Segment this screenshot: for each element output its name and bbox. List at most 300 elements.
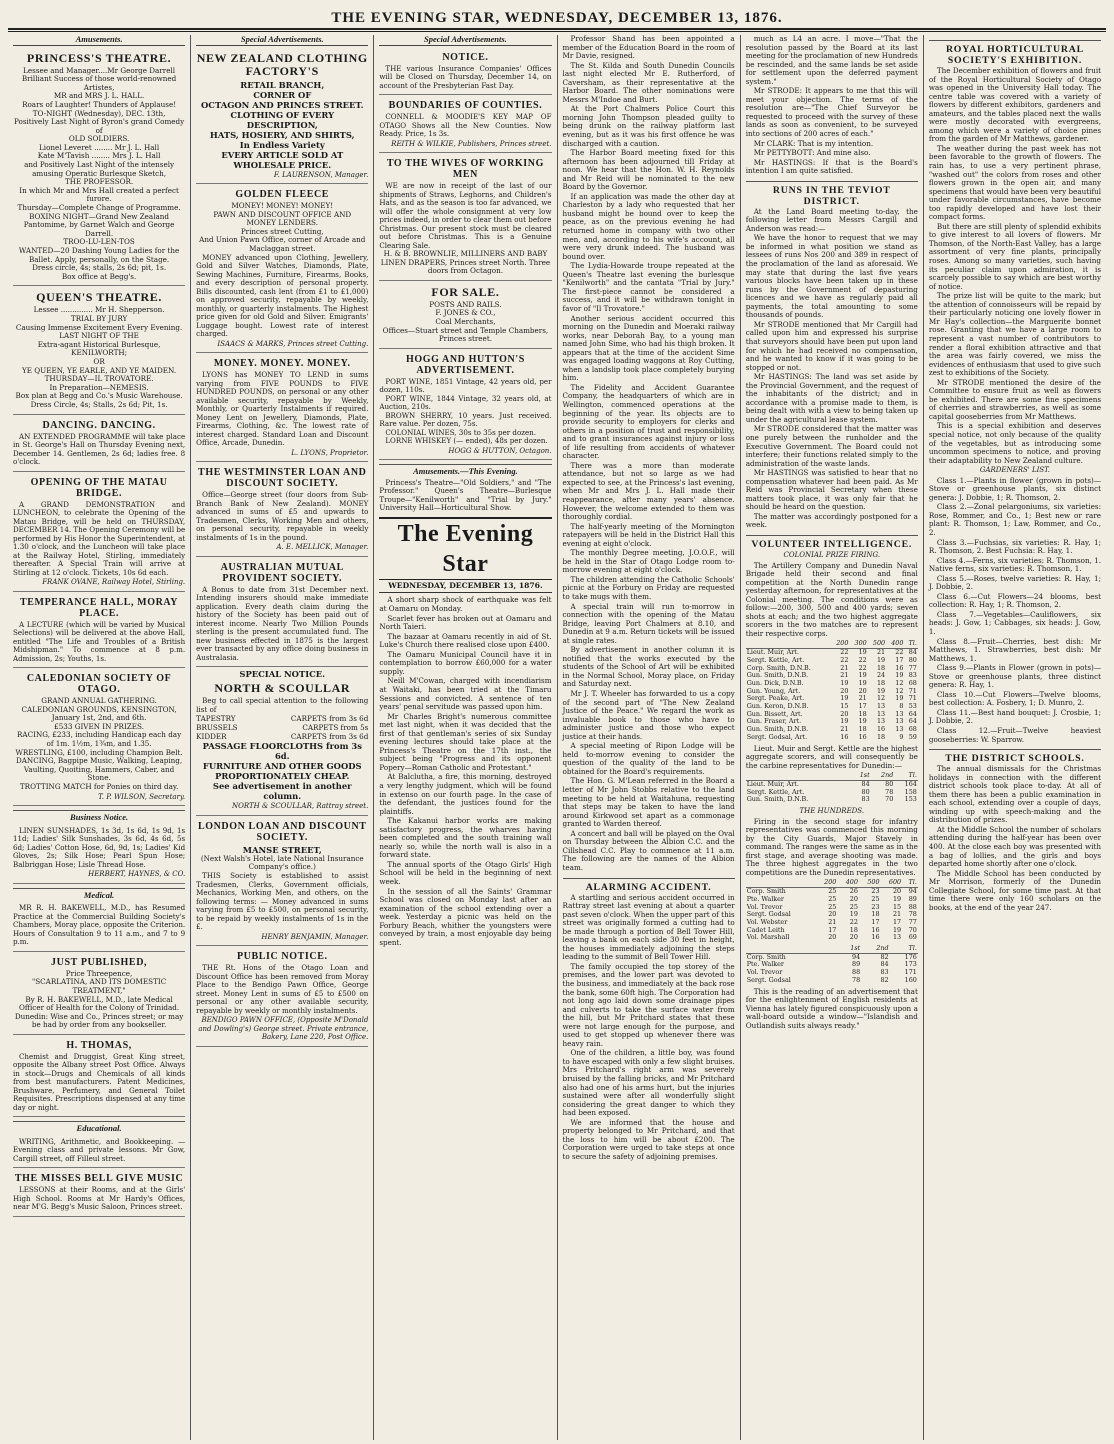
news-paragraph: Neill M'Cowan, charged with incendiarism at Waitaki, has been tried at the Timaru Sessions and convicted. A sentence of ten years' penal servitude was passed upon him. (379, 676, 552, 712)
prize-list-title: GARDENERS' LIST. (979, 466, 1051, 475)
score-cell: 173 (904, 960, 917, 969)
news-paragraph: The St. Kilda and South Dunedin Councils last night elected Mr E. Rutherford, of Caversham, as their representative at the Harbor Board. The other nominations were Messrs M'Indoe and Burt. (562, 60, 735, 104)
score-cell: 13 (892, 933, 902, 942)
theatre-line: YE QUEEN, YE EARLE, AND YE MAIDEN. (22, 365, 177, 375)
princess-theatre-ad (13, 49, 185, 287)
for-sale-line: Offices—Stuart street and Temple Chambers, Princes street. (382, 325, 549, 344)
hogg-hutton-title: HOGG AND HUTTON'S ADVERTISEMENT. (405, 353, 525, 376)
just-published-ad (13, 954, 185, 1035)
special-ads-header-3: Special Advertisements. (379, 35, 551, 46)
princess-theatre-lines (13, 75, 185, 281)
golden-fleece-line: PAWN AND DISCOUNT OFFICE AND (213, 209, 352, 219)
news-paragraph: By advertisement in another column it is notified that the works executed by the students of the School of Art will be exhibited in the Normal School, Moray place, on Friday and Saturday next. (562, 645, 735, 689)
clothing-line: WHOLESALE PRICE. (233, 159, 332, 170)
misses-bell-body: LESSONS at their Rooms, and at the Girls' High School. Rooms at Mr Hardy's Offices, near M'G. Begg's Music Saloon, Princes street. (13, 1185, 186, 1212)
lyons-money-ad (196, 355, 368, 462)
just-published-lines (13, 970, 185, 1030)
score-cell: 16 (876, 725, 886, 734)
column-header: Tl. (902, 879, 918, 887)
temperance-ad (13, 594, 185, 669)
theatre-line: Box office at Begg's. (61, 271, 137, 281)
westminster-ad (196, 464, 368, 557)
score-cell: 83 (880, 968, 889, 977)
prize-entry: Class 3.—Fuchsias, six varieties: R. Hay, 1; R. Thomson, 2. Best Fuchsia: R. Hay, 1. (928, 537, 1102, 556)
temperance-body: A LECTURE (which will be varied by Musical Selections) will be delivered at the above Hall, entitled "The Life and Troubles of a British Midshipman." To commence at 8 p.m. Admission, 2s; Youths, 1s. (13, 619, 186, 663)
matau-bridge-ad (13, 474, 185, 592)
thomas-chemist-title: H. THOMAS, (66, 1039, 132, 1051)
score-cell: 20 (892, 887, 902, 896)
carpet-listing (196, 714, 368, 741)
score-cell: 15 (840, 702, 849, 711)
caledonian-ad (13, 670, 185, 806)
hogg-hutton-sign: HOGG & HUTTON, Octagon. (448, 446, 552, 455)
competitor-name: Gun. Smith, D.N.B. (746, 671, 809, 680)
theatre-line: Dress circle, 4s; stalls, 2s 6d; pit, 1s. (32, 263, 167, 273)
score-cell: 80 (908, 655, 917, 664)
matau-bridge-body: A GRAND DEMONSTRATION and LUNCHEON, to celebrate the Opening of the Matau Bridge, will be held on THURSDAY, DECEMBER 14. The Opening Ceremony will be performed by His Honor the Superintendent, at 1.30 o'clock, and the Luncheon will take place at the Railway Hotel, Stirling, immediately thereafter. A Special Train will arrive at Stirling at 12 o'clock. Tickets, 10s 6d each. (13, 499, 186, 577)
score-cell: 70 (908, 925, 917, 934)
theatre-line: MR and MRS J. L. HALL. (53, 91, 145, 101)
score-cell: 83 (908, 671, 917, 680)
score-cell: 82 (880, 975, 889, 984)
score-cell: 84 (908, 648, 917, 657)
score-cell: 82 (880, 952, 889, 961)
wine-item: COLONIAL WINES, 30s to 35s per dozen. (385, 427, 536, 437)
score-cell: 18 (876, 678, 886, 687)
column-header: 500 (868, 640, 886, 648)
masthead-rule (8, 28, 1106, 32)
column-header: 2nd (861, 945, 889, 953)
prize-list (929, 477, 1101, 744)
score-cell: 19 (858, 717, 867, 726)
competitor-name: Pte. Walker (746, 960, 784, 969)
lyons-money-sign: L. LYONS, Proprietor. (291, 448, 369, 457)
score-cell: 78 (885, 787, 894, 796)
score-cell: 19 (858, 671, 867, 680)
score-cell: 17 (871, 917, 880, 926)
linen-sign: HERBERT, HAYNES, & CO. (88, 870, 186, 879)
column-header: 200 (816, 879, 838, 887)
news-items (379, 596, 551, 947)
score-cell: 164 (904, 779, 917, 788)
temperance-title: TEMPERANCE HALL, MORAY PLACE. (20, 596, 179, 619)
discussion-paragraph: Mr HASTINGS: If that is the Board's intention I am quite satisfied. (745, 157, 918, 176)
score-cell: 68 (908, 678, 917, 687)
nz-clothing-title: NEW ZEALAND CLOTHING FACTORY'S (196, 50, 368, 78)
score-cell: 80 (861, 787, 870, 796)
score-cell: 9 (899, 732, 904, 741)
score-cell: 21 (876, 648, 886, 657)
score-cell: 21 (840, 663, 849, 672)
column-5 (741, 35, 924, 1440)
news-paragraph: At the Port Chalmers Police Court this morning John Thompson pleaded guilty to being drunk on the railway platform last evening, but as it was his first offence he was discharged with a caution. (562, 104, 735, 148)
caledonian-line: CALEDONIAN GROUNDS, KENSINGTON, (21, 704, 177, 714)
for-sale-ad (379, 283, 551, 349)
theatre-line: Box plan at Begg and Co.'s Music Warehouse. (15, 391, 183, 401)
closing-paragraph: This is the reading of an advertisement that for the enlightenment of English residents at Vienna has lately figured conspicuously upon a wall-board outside a window—"Islandish and Outlandish suits always ready." (745, 986, 918, 1030)
linen-body: LINEN SUNSHADES, 1s 3d, 1s 6d, 1s 9d, 1s 11d; Ladies' Silk Sunshades, 3s 6d, 4s 6d, 5s 6d; Ladies' Cotton Hose, 6d, 9d, 1s; Ladies' Kid Gloves, 2s; Silk Hose; Pearl Spun Hose; Balbriggan Hose; Lisle Thread Hose. (13, 825, 186, 869)
competitor-name: Gun. Bissett, Art. (746, 709, 803, 718)
theatre-line: WANTED—20 Dashing Young Ladies for the Ballet. Apply, personally, on the Stage. (18, 246, 180, 264)
golden-fleece-title: GOLDEN FLEECE (235, 189, 330, 201)
horticultural-paragraph: The prize list will be quite to the mark; but the attention of connoisseurs will be repaid by their particularly noticing one lovely flower in Mr Hay's collection—the Marguerite bonnet rose. Granting that we have a large room to represent a vast number of contributors to render a floral exhibition attractive and that the area was fairly covered, we miss the evidences of enthusiasm that used to give such zest to exhibitions of the Society. (928, 291, 1102, 378)
princess-theatre-title: PRINCESS'S THEATRE. (26, 50, 172, 65)
score-cell: 13 (895, 709, 904, 718)
educational-label: Educational. (13, 1121, 185, 1133)
column-header: 600 (881, 879, 903, 887)
competitor-name: Sergt. Kettle, Art. (746, 787, 805, 796)
volunteer-title: VOLUNTEER INTELLIGENCE. (746, 535, 918, 550)
caledonian-line: £533 GIVEN IN PRIZES. (54, 721, 145, 731)
competitor-name: Vol. Marshall (746, 933, 790, 942)
north-scoullar-body: Beg to call special attention to the following list of (196, 696, 369, 714)
table-row (746, 734, 918, 742)
news-paragraph: The children attending the Catholic Schools' picnic at the Forbury on Friday are requested to take mugs with them. (562, 574, 735, 601)
theatre-line: OR (93, 356, 105, 366)
score-cell: 18 (849, 925, 858, 934)
news-paragraph: The Fidelity and Accident Guarantee Company, the headquarters of which are in Wellington, commenced operations at the beginning of the year. Its objects are to provide security to employers for clerks and others in a position of trust and responsibility, and to grant insurances against injury or loss of life resulting from accidents of whatever character. (562, 382, 735, 461)
score-cell: 64 (908, 709, 917, 718)
horticultural-paragraph: But there are still plenty of splendid exhibits to give interest to all lovers of flowers. Mr Thomson, of the North-East Valley, has a large assortment of very fine plants, principally roses. Among so many varieties, such having its peculiar claim upon admiration, it is scarcely possible to say which are best worthy of notice. (928, 221, 1102, 291)
london-loan-ad (196, 818, 368, 946)
competitor-name: Sergt. Kettle, Art. (746, 655, 805, 664)
news-paragraph: The monthly Degree meeting, J.O.O.F., will be held in the Star of Otago Lodge room to-morrow evening at eight o'clock. (562, 548, 735, 575)
score-cell: 17 (828, 925, 837, 934)
london-loan-sub: MANSE STREET, (242, 844, 322, 855)
score-cell: 70 (885, 795, 894, 804)
competitor-name: Sergt. Godsal (746, 975, 791, 984)
teviot-paragraph: Mr HASTINGS: The land was set aside by the Provincial Government, and the request of the inhabitants of the district; and in accordance with a promise made to them, is being dealt with with a view to being taken up under the agricultural lease system. (745, 372, 918, 424)
public-notice-ad (196, 948, 368, 1047)
news-paragraph: The Kakanui harbor works are making satisfactory progress, the wharves having been completed and the south training wall nearly so, while the north wall is also in a forward state. (379, 816, 552, 860)
theatre-line: Causing Immense Excitement Every Evening. (15, 322, 183, 332)
score-cell: 12 (895, 686, 904, 695)
column-1 (8, 35, 191, 1440)
news-paragraph: A special train will run to-morrow in connection with the opening of the Matau Bridge, leaving Port Chalmers at 8.10, and Dunedin at 9 a.m. Return tickets will be issued at single rates. (562, 601, 735, 645)
prize-entry: Class 1.—Plants in flower (grown in pots)—Stove or greenhouse plants, six distinct genera: J. Dobbie, 1; R. Thomson, 2. (928, 475, 1102, 502)
carpet-row (196, 723, 368, 732)
hundreds-title: THE HUNDREDS. (799, 807, 865, 816)
score-cell: 13 (876, 709, 886, 718)
score-cell: 26 (849, 887, 858, 896)
prize-entry: Class 6.—Cut Flowers—24 blooms, best collection: R. Hay, 1; R. Thomson, 2. (928, 591, 1102, 610)
score-cell: 19 (895, 694, 904, 703)
caledonian-title: CALEDONIAN SOCIETY OF OTAGO. (26, 673, 172, 696)
score-cell: 25 (828, 902, 837, 911)
news-paragraph: Mr J. T. Wheeler has forwarded to us a copy of the second part of "The New Zealand Justice of the Peace." We regard the work as invaluable book to those who have to administer justice and those who expect justice at their hands. (562, 689, 735, 741)
horticultural-paragraph: This is a special exhibition and deserves special notice, not only because of the quality of the vegetables, but as introducing some uncommon specimens to notice, and proving their adaptability to New Zealand culture. (928, 421, 1102, 465)
listing-item-name: BRUSSELS (196, 723, 238, 733)
horticultural-body (929, 67, 1101, 465)
carbine-aggregate-table (746, 772, 918, 804)
discussion-paragraph: much as L4 an acre. I move—"That the resolution passed by the Board at its last meeting for the proclamation of new Hundreds be rescinded, and the same lands be set aside for settlement upon the deferred payment system." (745, 35, 918, 86)
score-cell: 25 (849, 902, 858, 911)
land-board-discussion (746, 35, 918, 176)
london-loan-lines (196, 855, 368, 872)
news-paragraph: If an application was made the other day at Charleston by a lady who requested that her husband might be bound over to keep the peace, as on the previous evening he had returned home in company with two other men, and, according to his wife's account, all were very drunk indeed. The husband was bound over. (562, 191, 735, 261)
score-cell: 18 (871, 910, 880, 919)
column-header: Tl. (890, 945, 918, 953)
competitor-name: Vol. Trevor (746, 902, 783, 911)
theatre-line: Extra-agant Historical Burlesque, (37, 339, 161, 349)
schools-paragraph: The annual dismissals for the Christmas holidays in connection with the different district schools took place to-day. At all of them there has been a public examination in each school, extending over a couple of days, winding up with speech-making and the distribution of prizes. (928, 764, 1102, 825)
carpet-row (196, 714, 368, 723)
column-header: 400 (886, 640, 904, 648)
column-3 (374, 35, 557, 1440)
wine-item: PORT WINE, 1844 Vintage, 32 years old, at Auction, 210s. (379, 393, 552, 412)
writing-ad (13, 1136, 185, 1169)
score-cell: 21 (828, 917, 837, 926)
discussion-paragraph: Mr PETTYBOTT: And mine also. (753, 148, 871, 158)
theatre-line: THE PROFESSOR. (64, 177, 134, 187)
score-cell: 16 (858, 732, 867, 741)
competitor-name: Gun. Fraser, Art. (746, 717, 802, 726)
public-notice-title: PUBLIC NOTICE. (236, 951, 328, 963)
boundaries-ad (379, 97, 551, 153)
column-header: Tl. (904, 640, 917, 648)
news-paragraph: In the session of all the Saints' Grammar School was closed on Monday last after an examination of the school extending over a week. Yesterday a picnic was held on the Forbury Beach, whither the youngsters were conveyed by train, a most enjoyable day being spent. (379, 886, 552, 947)
competitor-name: Corp. Smith, D.N.B. (746, 663, 811, 672)
score-cell: 19 (840, 694, 849, 703)
column-header: 500 (859, 879, 881, 887)
horticultural-paragraph: The December exhibition of flowers and fruit of the Royal Horticultural Society of Otago was opened in the University Hall today. The centre table was covered with a variety of flowers by different exhibitors, gardeners and amateurs, and the tables placed next the walls were mostly decorated with evergreens, among which were a variety of choice pines from the garden of Mr Matthews, gardener. (928, 66, 1102, 144)
score-cell: 71 (908, 694, 917, 703)
accident-paragraph: We are informed that the house and property belonged to Mr Pritchard, and that the loss to him will be about £200. The Corporation were urged to take steps at once to secure the safety of adjoining premises. (562, 1117, 735, 1161)
competitor-name: Gun. Smith, D.N.B. (746, 795, 809, 804)
amp-society-ad (196, 559, 368, 668)
nz-clothing-sign: F. LAURENSON, Manager. (273, 170, 369, 179)
score-cell: 84 (880, 960, 889, 969)
score-cell: 88 (908, 902, 917, 911)
teviot-paragraph: Mr STRODE mentioned that Mr Cargill had called upon him and expressed his surprise that surveyors should have been put upon land for which he had received no compensation, and he wanted to know if it was going to be stopped or not. (745, 319, 918, 372)
score-cell: 84 (861, 779, 870, 788)
theatre-line: Kate M'Tavish ........ Mrs J. L. Hall (37, 151, 161, 161)
lyons-money-title: MONEY. MONEY. MONEY. (213, 358, 351, 370)
score-cell: 12 (895, 678, 904, 687)
prize-entry: Class 9.—Plants in Flower (grown in pots)—Stove or greenhouse plants, three distinct genera: R. Hay, 1. (928, 663, 1102, 690)
score-cell: 21 (858, 694, 867, 703)
score-cell: 17 (895, 655, 904, 664)
clothing-line: EVERY ARTICLE SOLD AT (221, 149, 344, 160)
theatre-line: Dress Circle, 4s; Stalls, 2s 6d; Pit, 1s. (30, 399, 168, 409)
news-paragraph: The annual sports of the Otago Girls' High School will be held in the beginning of next week. (379, 859, 552, 886)
score-cell: 19 (892, 925, 902, 934)
hogg-hutton-ad (379, 351, 551, 461)
news-paragraph: Mr Charles Bright's numerous committee met last night, when it was decided that the first of that gentleman's series of six Sunday evening lectures should take place at the Princess's Theatre on the 17th inst., the subject being "Progress and its opponent Popery—Roman Catholic and Protestant." (379, 711, 552, 772)
theatre-line: TROO-LU-LEN-TOS (63, 237, 135, 247)
accident-paragraph: A startling and serious accident occurred in Rattray street last evening at about a quarter past seven o'clock. When the upper part of this street was originally formed a cutting had to be made through a portion of Bell Tower Hill, leaving a bank on each side 30 feet in height, the houses immediately adjoining the steps leading to the summit of Bell Tower Hill. (562, 892, 735, 962)
theatre-line: In Preparation—NEMESIS. (49, 382, 149, 392)
discussion-paragraph: Mr STRODE: It appears to me that this will meet your objection. The terms of the resolution are—"The Chief Surveyor be requested to proceed with the survey of these lands as soon as convenient, to be surveyed into sections of 200 acres of each." (745, 86, 918, 139)
misses-bell-title: THE MISSES BELL GIVE MUSIC (14, 1173, 184, 1185)
listing-item-price: CARPETS from 5s (302, 723, 369, 733)
news-paragraph: A short sharp shock of earthquake was felt at Oamaru on Monday. (379, 595, 552, 614)
competitor-name: Sergt. Godsal (746, 910, 791, 919)
score-cell: 153 (904, 795, 917, 804)
competitor-name: Vol. Webster (746, 917, 788, 926)
teviot-paragraph: The matter was accordingly postponed for a week. (745, 511, 918, 530)
score-cell: 19 (858, 678, 867, 687)
competitor-name: Sergt. Peake, Art. (746, 694, 805, 703)
golden-fleece-line: And Union Pawn Office, corner of Arcade and Maclaggan street. (199, 235, 366, 254)
score-cell: 77 (908, 663, 917, 672)
caledonian-sign: T. P. WILSON, Secretary. (98, 792, 186, 801)
boundaries-body: CONNELL & MOODIE'S KEY MAP OF OTAGO Shows all the New Counties. Now Ready. Price, 1s 3s. (379, 112, 552, 139)
alarming-accident-title: ALARMING ACCIDENT. (563, 878, 735, 893)
news-paragraph: A concert and ball will be played on the Oval on Thursday between the Albion C.C. and the Cillshead C.C. Play to commence at 11 a.m. The following are the names of the Albion team. (562, 828, 735, 872)
queens-theatre-title: QUEEN'S THEATRE. (36, 290, 163, 305)
medical-label: Medical. (13, 888, 185, 900)
for-sale-title: FOR SALE. (431, 284, 500, 299)
golden-fleece-body: MONEY advanced upon Clothing, Jewellery, Gold and Silver Watches, Diamonds, Plate, Sewing Machines, Furniture, Firearms, Books, and every description of personal property. Bills discounted, cash lent (from £1 to £1,000) on approved security, repayable by weekly, monthly, or quarterly instalments. The Highest price given for old Gold and Silver. Emigrants' Luggage bought. Lowest rate of interest charged. (196, 252, 369, 339)
score-cell: 88 (852, 968, 861, 977)
horticultural-title: ROYAL HORTICULTURAL SOCIETY'S EXHIBITION. (929, 40, 1101, 66)
carbine-scores-table (746, 640, 918, 741)
score-cell: 16 (895, 663, 904, 672)
score-cell: 94 (852, 952, 861, 961)
prize-entry: Class 12.—Fruit—Twelve heaviest gooseberries: W. Sparrow. (928, 726, 1102, 744)
theatre-line: TRIAL BY JURY (70, 313, 128, 323)
golden-fleece-line: MONEY! MONEY! MONEY! (231, 201, 334, 211)
score-cell: 20 (828, 933, 837, 942)
score-cell: 16 (871, 925, 880, 934)
score-cell: 25 (828, 894, 837, 903)
westminster-sign: A. E. MELLICK, Manager. (276, 543, 369, 552)
linen-ad (13, 825, 185, 884)
score-cell: 59 (908, 732, 917, 741)
score-cell: 21 (840, 725, 849, 734)
theatre-line: and Positively Last Night of the intensely amusing Operatic Burlesque Sketch, (24, 160, 175, 178)
teviot-title: RUNS IN THE TEVIOT DISTRICT. (746, 181, 918, 207)
competitor-name: Corp. Smith (746, 952, 786, 961)
score-cell: 68 (908, 725, 917, 734)
writing-body: WRITING, Arithmetic, and Bookkeeping. —Evening class and private lessons. Mr Gow, Cargill street, off Filleul street. (13, 1136, 186, 1163)
golden-fleece-lines (196, 202, 368, 254)
score-cell: 18 (876, 732, 886, 741)
wine-item: LORNE WHISKEY (— ended), 48s per dozen. (385, 436, 548, 446)
for-sale-line: Coal Merchants, (435, 317, 496, 327)
masthead: THE EVENING STAR, WEDNESDAY, DECEMBER 13, 1876. (331, 10, 783, 26)
table-row (746, 796, 918, 804)
score-cell: 17 (858, 702, 867, 711)
column-2 (191, 35, 374, 1440)
score-cell: 22 (840, 655, 849, 664)
public-notice-body: THE Rt. Hons of the Otago Loan and Discount Office has been removed from Moray Place to the Bendigo Pawn Office, George street. Money Lent in sums of £5 to £500 on personal or any other available security, repayable by weekly or monthly instalments. (196, 963, 369, 1015)
teviot-paragraph: Mr HASTINGS was satisfied to hear that no compensation whatever had been paid. As Mr Reid was Provincial Secretary when these matters took place, it was only fair that he should be heard on the question. (745, 468, 918, 512)
wives-title: TO THE WIVES OF WORKING MEN (386, 158, 545, 181)
dancing-ad (13, 417, 185, 472)
north-scoullar-ad (196, 679, 368, 816)
listing-item-name: TAPESTRY (196, 714, 236, 724)
prize-entry: Class 8.—Fruit—Cherries, best dish: Mr Matthews, 1. Strawberries, best dish: Mr Matthews, 1. (928, 636, 1102, 663)
column-4 (558, 35, 741, 1440)
score-cell: 13 (876, 717, 886, 726)
westminster-title: THE WESTMINSTER LOAN AND DISCOUNT SOCIETY. (198, 467, 367, 490)
score-cell: 21 (892, 910, 902, 919)
prize-entry: Class 4.—Ferns, six varieties: R. Thomson, 1. Native ferns, six varieties: R. Thomson, 1. (928, 555, 1102, 574)
score-cell: 64 (908, 717, 917, 726)
news-paragraph: The half-yearly meeting of the Mornington ratepayers will be held in the District Hall this evening at eight o'clock. (562, 521, 735, 548)
score-cell: 17 (892, 917, 902, 926)
westminster-body: Office—George street (four doors from Sub-Branch Bank of New Zealand). MONEY advanced in sums of £5 and upwards to Tradesmen, Clerks, Working Men and others, on personal security, repayable in weekly instalments of 1s in the pound. (196, 490, 369, 542)
score-cell: 19 (892, 894, 902, 903)
clothing-line: HATS, HOSIERY, AND SHIRTS, (209, 129, 355, 140)
prize-entry: Class 2.—Zonal pelargoniums, six varieties: Rose, Rommer, and Co., 1; Best new or rare plant: R. Thomson, 1; Law, Rommer, and Co., 2. (928, 502, 1102, 537)
table-row (746, 977, 918, 985)
score-cell: 25 (828, 887, 837, 896)
score-cell: 15 (892, 902, 902, 911)
score-cell: 13 (876, 702, 886, 711)
matau-bridge-title: OPENING OF THE MATAU BRIDGE. (30, 476, 168, 499)
schools-paragraph: At the Middle School the number of scholars attending during the half-year has been over 400. At the close each boy was presented with a bag of lollies, and the girls and boys departed home shortly after one o'clock. (928, 824, 1102, 869)
score-cell: 19 (876, 655, 886, 664)
matau-bridge-sign: FRANK OVANE, Railway Hotel, Stirling. (42, 578, 186, 587)
caledonian-line: DANCING, Bagpipe Music, Walking, Leaping, Vaulting, Quoiting, Hammers, Caber, and Stone. (15, 756, 183, 783)
caledonian-lines (13, 697, 185, 792)
nz-clothing-sub: RETAIL BRANCH, (240, 79, 325, 90)
theatre-line: KENILWORTH; (71, 348, 128, 358)
score-cell: 19 (895, 671, 904, 680)
theatre-line: Brilliant Success of those world-renowned Artistes, (21, 74, 177, 92)
theatre-line: In which Mr and Mrs Hall created a perfect furore. (19, 185, 179, 204)
theatre-line: Lionel Leveret ........ Mr J. L. Hall (39, 142, 160, 152)
schools-paragraph: The Middle School has been conducted by Mr Morrison, formerly of the Dunedin Collegiate School, for some time past. At that time there were only 160 scholars on the books, at the end of the year 247. (928, 868, 1102, 912)
news-paragraph: The Hon. G. M'Lean referred in the Board a letter of Mr John Stobbs relative to the land meeting to be held at Waitahuna, requesting that steps may be taken to have the land around Kirkwood set apart as a commonage granted to Warden thereof. (562, 776, 735, 829)
insurance-notice-title: NOTICE. (442, 51, 489, 63)
competitor-name: Gun. Smith, D.N.B. (746, 725, 809, 734)
north-line: PASSAGE FLOORCLOTHS from 3s 6d. (202, 741, 362, 762)
score-cell: 20 (828, 910, 837, 919)
score-cell: 77 (908, 917, 917, 926)
accident-paragraph: One of the children, a little boy, was found to have escaped with only a few slight bruises. Mrs Pritchard's right arm was severely bruised by the falling bricks, and Mr Pritchard also had one of his arms hurt, but the injuries sustained were after all wonderfully slight considering the great danger to which they had been exposed. (562, 1048, 735, 1118)
published-line: By R. H. BAKEWELL, M.D., late Medical Officer of Health for the Colony of Trinidad. (19, 994, 180, 1013)
score-cell: 89 (852, 960, 861, 969)
volunteer-body: The Artillery Company and Dunedin Naval Brigade held their second and final competition at the North Dunedin range yesterday afternoon, for representatives at the Colonial meeting. The conditions were as follow:—200, 300, 500 and 400 yards; seven shots at each; and the two highest aggregate scorers in the two matches are to represent their respective corps. (745, 560, 918, 638)
alarming-accident-body (563, 894, 735, 1162)
caledonian-line: GRAND ANNUAL GATHERING. (41, 696, 157, 706)
north-scoullar-title: NORTH & SCOULLAR (214, 681, 351, 696)
score-cell: 18 (858, 725, 867, 734)
public-notice-sign: BENDIGO PAWN OFFICE, (Opposite M'Donald and Dowling's) George street. Private entrance, Bakery, Lane 220, Post Office. (198, 1016, 369, 1042)
infantry-scores-table (746, 879, 918, 942)
news-paragraph: There was a more than moderate attendance, but not so large as we had expected to see, at the Princess's last evening, when Mr and Mrs J. L. Hall made their reappearance, after many years' absence. However, the welcome extended to them was thoroughly cordial. (562, 460, 735, 522)
special-ads-header-2: Special Advertisements. (196, 35, 368, 46)
boundaries-title: BOUNDARIES OF COUNTIES. (388, 100, 543, 112)
carbine-note: Lieut. Muir and Sergt. Kettle are the highest aggregate scorers, and will consequently be the carbine representatives for Dunedin:— (745, 743, 918, 770)
prize-entry: Class 5.—Roses, twelve varieties: R. Hay, 1; J. Dobbie, 2. (928, 573, 1102, 592)
competitor-name: Cadet Leith (746, 925, 785, 934)
prize-entry: Class 11.—Best hand bouquet: J. Crosbie, 1; J. Dobbie, 2. (928, 707, 1102, 726)
carpet-row (196, 732, 368, 741)
score-cell: 71 (908, 686, 917, 695)
teviot-paragraph: At the Land Board meeting to-day, the following letter from Messrs Cargill and Anderson was read:— (745, 206, 918, 233)
misses-bell-ad (13, 1170, 185, 1217)
lyons-money-body: LYONS has MONEY TO LEND in sums varying from FIVE POUNDS to FIVE HUNDRED POUNDS, on personal or any other available security, repayable by Weekly, Monthly, or Quarterly Instalments if required. Money Lent on Jewellery, Diamonds, Plate, Firearms, Clothing, &c. The lowest rate of interest charged. Standard Loan and Discount Office, Arcade, Dunedin. (196, 370, 369, 448)
published-line: Price Threepence, (65, 968, 133, 978)
competitor-name: Vol. Trevor (746, 968, 783, 977)
horticultural-paragraph: The weather during the past week has not been favorable to the growth of flowers. The rain has, to use a very pertinent phrase, "washed out" the colors from roses and other flowers grown in the open air, and many specimens that would have been very beautiful under favorable circumstances, have become too rapidly developed and have lost their compact forms. (928, 143, 1102, 222)
score-cell: 176 (904, 952, 917, 961)
london-loan-sign: HENRY BENJAMIN, Manager. (261, 932, 369, 941)
nz-clothing-lines (196, 90, 368, 170)
clothing-line: OCTAGON AND PRINCES STREET. (201, 99, 364, 110)
score-cell: 22 (858, 655, 867, 664)
caledonian-line: January 1st, 2nd, and 6th. (51, 713, 147, 723)
theatre-line: THURSDAY—IL TROVATORE. (44, 374, 154, 384)
column-header: 400 (837, 879, 859, 887)
golden-fleece-sign: ISAACS & MARKS, Princes street Cutting. (217, 339, 369, 348)
this-evening-label: Amusements.—This Evening. (379, 464, 551, 476)
